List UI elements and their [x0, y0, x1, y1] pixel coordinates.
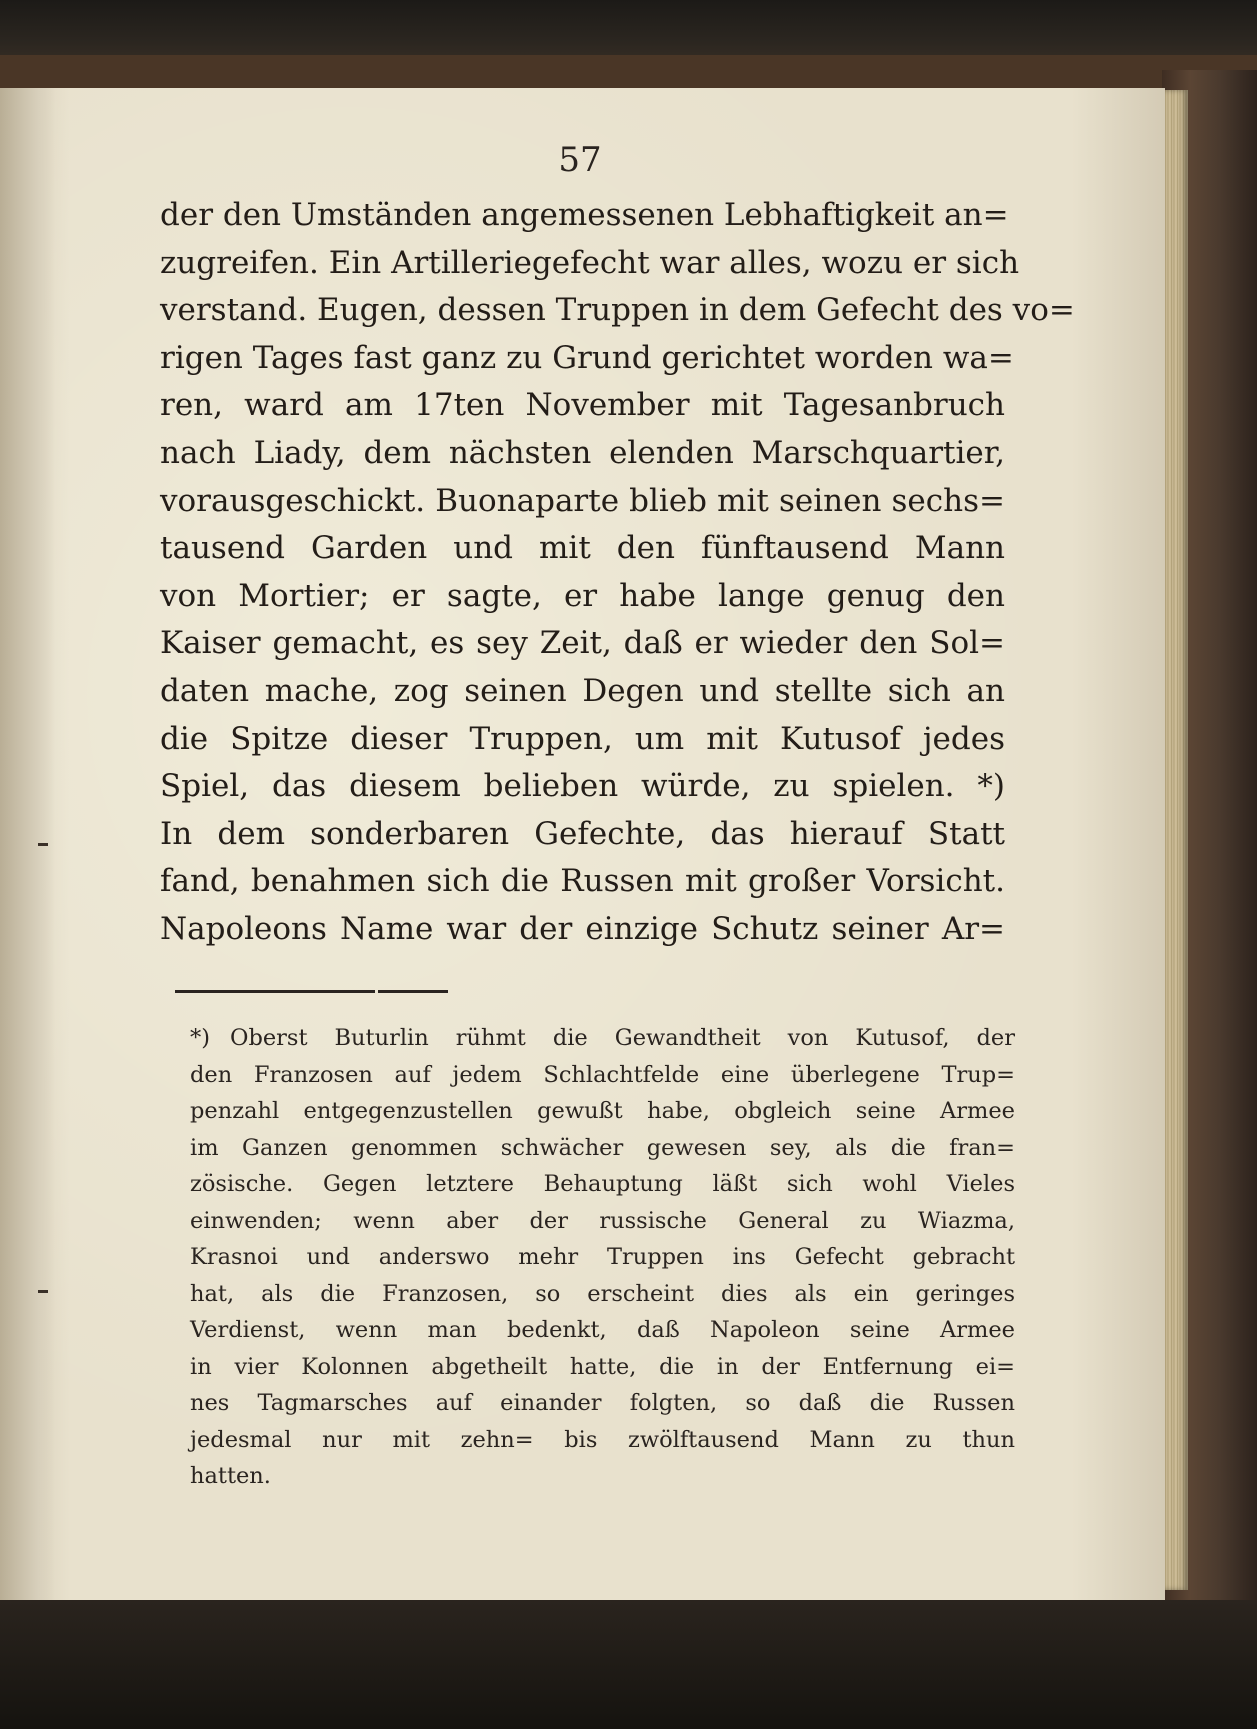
- text-line: von Mortier; er sagte, er habe lange genug den: [160, 577, 1005, 614]
- text-line: nach Liady, dem nächsten elenden Marschquartier,: [160, 434, 1005, 471]
- text-line: rigen Tages fast ganz zu Grund gerichtet worden wa=: [160, 339, 1014, 376]
- footnote-line: Verdienst, wenn man bedenkt, daß Napoleon seine Armee: [190, 1317, 1015, 1343]
- main-text-block: [160, 192, 1075, 954]
- page-number: 57: [558, 140, 602, 180]
- text-line: In dem sonderbaren Gefechte, das hierauf Statt: [160, 815, 1005, 852]
- background-bottom: [0, 1600, 1257, 1729]
- text-line: daten mache, zog seinen Degen und stellte sich an: [160, 672, 1005, 709]
- text-line: der den Umständen angemessenen Lebhaftigkeit an=: [160, 197, 1009, 233]
- footnote-line: hatten.: [190, 1463, 271, 1489]
- text-line: die Spitze dieser Truppen, um mit Kutusof jedes: [160, 720, 1005, 757]
- footnote-divider: [175, 990, 375, 993]
- text-line: zugreifen. Ein Artilleriegefecht war alles, wozu er sich: [160, 244, 1020, 281]
- text-line: verstand. Eugen, dessen Truppen in dem Gefecht des vo=: [160, 292, 1075, 329]
- footnote-line: Krasnoi und anderswo mehr Truppen ins Gefecht gebracht: [190, 1244, 1015, 1270]
- footnote-line: penzahl entgegenzustellen gewußt habe, obgleich seine Armee: [190, 1098, 1015, 1124]
- text-line: tausend Garden und mit den fünftausend Mann: [160, 530, 1005, 567]
- text-line: Spiel, das diesem belieben würde, zu spielen. *): [160, 768, 1005, 805]
- text-line: ren, ward am 17ten November mit Tagesanbruch: [160, 387, 1005, 424]
- footnote-line: zösische. Gegen letztere Behauptung läßt sich wohl Vieles: [190, 1171, 1015, 1197]
- footnote-line: den Franzosen auf jedem Schlachtfelde eine überlegene Trup=: [190, 1061, 1015, 1088]
- margin-mark: [38, 1290, 48, 1293]
- footnote-line: jedesmal nur mit zehn= bis zwölftausend Mann zu thun: [190, 1426, 1015, 1453]
- text-line: vorausgeschickt. Buonaparte blieb mit seinen sechs=: [160, 482, 1005, 519]
- footnote-block: [190, 1020, 1015, 1495]
- footnote-line: im Ganzen genommen schwächer gewesen sey, als die fran=: [190, 1134, 1015, 1161]
- footnote-line: Oberst Buturlin rühmt die Gewandtheit von Kutusof, der: [230, 1025, 1015, 1051]
- text-line: Napoleons Name war der einzige Schutz seiner Ar=: [160, 910, 1005, 947]
- page-gutter: [0, 88, 55, 1608]
- footnote-line: nes Tagmarsches auf einander folgten, so daß die Russen: [190, 1390, 1015, 1416]
- text-line: fand, benahmen sich die Russen mit großer Vorsicht.: [160, 863, 1005, 900]
- text-line: Kaiser gemacht, es sey Zeit, daß er wieder den Sol=: [160, 625, 1005, 662]
- margin-mark: [38, 843, 48, 846]
- footnote-marker: *): [190, 1025, 211, 1051]
- footnote-line: hat, als die Franzosen, so erscheint dies als ein geringes: [190, 1280, 1015, 1307]
- footnote-divider: [378, 990, 448, 993]
- footnote-line: in vier Kolonnen abgetheilt hatte, die in der Entfernung ei=: [190, 1353, 1015, 1380]
- footnote-line: einwenden; wenn aber der russische General zu Wiazma,: [190, 1207, 1015, 1234]
